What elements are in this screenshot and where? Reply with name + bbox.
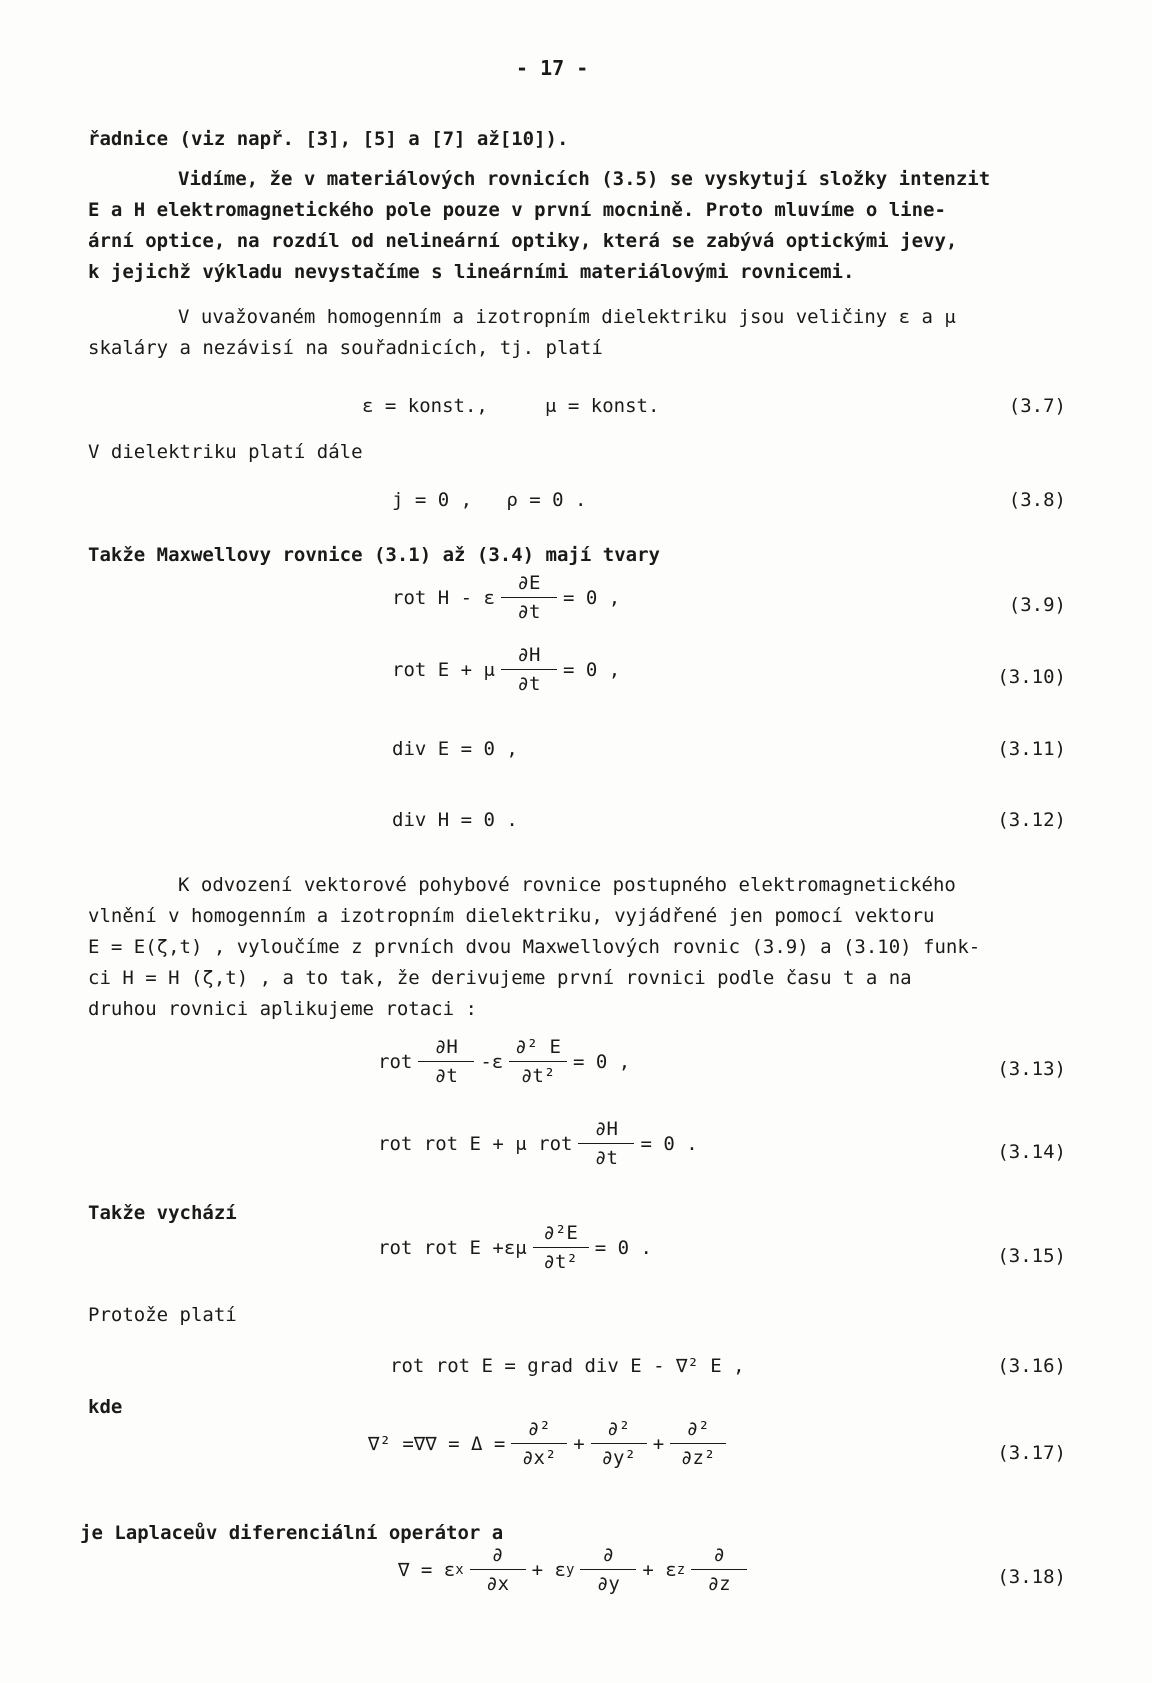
equation-body: ε = konst., μ = konst. bbox=[362, 395, 660, 417]
paragraph-line: E a H elektromagnetického pole pouze v první mocnině. Proto mluvíme o line- bbox=[88, 199, 946, 221]
fraction-numerator: ∂H bbox=[578, 1118, 634, 1144]
equation-tag: (3.17) bbox=[997, 1442, 1066, 1464]
fraction-denominator: ∂x² bbox=[522, 1447, 557, 1469]
fraction-denominator: ∂t bbox=[517, 673, 541, 695]
fraction bbox=[533, 1222, 589, 1273]
fraction-denominator: ∂z² bbox=[681, 1447, 716, 1469]
fraction-denominator: ∂t bbox=[517, 601, 541, 623]
paragraph-line: skaláry a nezávisí na souřadnicích, tj. platí bbox=[88, 337, 603, 359]
equation-3-17 bbox=[368, 1418, 732, 1469]
fraction bbox=[470, 1544, 526, 1595]
fraction-denominator: ∂t² bbox=[543, 1251, 578, 1273]
equation-tag: (3.15) bbox=[997, 1245, 1066, 1267]
equation-operator: -ε bbox=[480, 1050, 504, 1073]
equation-lhs: rot rot E +εμ bbox=[378, 1236, 527, 1259]
equation-3-18 bbox=[398, 1544, 753, 1595]
paragraph-line: E = E(ζ,t) , vyloučíme z prvních dvou Maxwellových rovnic (3.9) a (3.10) funk- bbox=[88, 936, 981, 958]
fraction bbox=[578, 1118, 634, 1169]
paragraph-line: vlnění v homogenním a izotropním dielektriku, vyjádřené jen pomocí vektoru bbox=[88, 905, 935, 927]
equation-rhs: = 0 . bbox=[640, 1132, 698, 1155]
paragraph-derivation bbox=[88, 870, 1078, 1025]
equation-3-11 bbox=[392, 738, 518, 760]
equation-3-15 bbox=[378, 1222, 652, 1273]
paragraph-line: je Laplaceův diferenciální operátor a bbox=[80, 1522, 504, 1544]
fraction-numerator: ∂E bbox=[501, 572, 557, 598]
equation-lhs: rot rot E + μ rot bbox=[378, 1132, 573, 1155]
equation-operator: + ε bbox=[531, 1558, 566, 1581]
fraction-numerator: ∂² bbox=[670, 1418, 726, 1444]
fraction-denominator: ∂t bbox=[595, 1147, 618, 1169]
paragraph-line: V uvažovaném homogenním a izotropním dielektriku jsou veličiny ε a μ bbox=[178, 306, 956, 328]
fraction-denominator: ∂y bbox=[596, 1573, 620, 1595]
equation-tag: (3.10) bbox=[997, 666, 1066, 688]
equation-tag: (3.12) bbox=[997, 809, 1066, 831]
fraction bbox=[670, 1418, 726, 1469]
equation-operator: + bbox=[652, 1432, 665, 1455]
equation-3-9 bbox=[392, 572, 620, 623]
equation-operator: + bbox=[573, 1432, 585, 1455]
fraction-denominator: ∂t bbox=[434, 1065, 458, 1087]
equation-lhs: ∇² =∇∇ = Δ = bbox=[368, 1432, 506, 1455]
equation-3-10 bbox=[392, 644, 620, 695]
fraction-numerator: ∂ bbox=[470, 1544, 526, 1570]
equation-rhs: = 0 , bbox=[562, 658, 621, 681]
paragraph-dielectric-further bbox=[88, 437, 1078, 468]
equation-body: rot rot E = grad div E - ∇² E , bbox=[390, 1355, 745, 1377]
fraction bbox=[580, 1544, 636, 1595]
paragraph-line: K odvození vektorové pohybové rovnice postupného elektromagnetického bbox=[178, 874, 956, 896]
equation-3-14 bbox=[378, 1118, 698, 1169]
page-number: - 17 - bbox=[516, 56, 589, 80]
subscript: y bbox=[565, 1561, 575, 1578]
equation-lhs: rot bbox=[378, 1050, 413, 1073]
equation-tag: (3.11) bbox=[997, 738, 1066, 760]
fraction-numerator: ∂² E bbox=[509, 1036, 567, 1062]
equation-body: div E = 0 , bbox=[392, 738, 518, 760]
subscript: z bbox=[676, 1561, 686, 1578]
paragraph-line: Takže Maxwellovy rovnice (3.1) až (3.4) mají tvary bbox=[88, 544, 660, 566]
equation-tag: (3.16) bbox=[997, 1355, 1066, 1377]
paragraph-since bbox=[88, 1300, 1078, 1331]
equation-tag: (3.7) bbox=[1008, 395, 1066, 417]
paragraph-line: kde bbox=[88, 1396, 123, 1418]
equation-body: j = 0 , ρ = 0 . bbox=[392, 489, 587, 511]
equation-tag: (3.14) bbox=[997, 1141, 1066, 1163]
equation-rhs: = 0 , bbox=[572, 1050, 631, 1073]
equation-tag: (3.18) bbox=[997, 1566, 1066, 1588]
equation-operator: + ε bbox=[642, 1558, 677, 1581]
equation-tag: (3.13) bbox=[997, 1058, 1066, 1080]
paragraph-line: řadnice (viz např. [3], [5] a [7] až[10]). bbox=[88, 128, 569, 150]
paragraph-linear-optics bbox=[88, 164, 1078, 288]
fraction-numerator: ∂H bbox=[501, 644, 557, 670]
equation-3-13 bbox=[378, 1036, 630, 1087]
paragraph-line: Vidíme, že v materiálových rovnicích (3.5) se vyskytují složky intenzit bbox=[178, 168, 991, 190]
fraction bbox=[509, 1036, 567, 1087]
fraction-numerator: ∂H bbox=[418, 1036, 474, 1062]
fraction bbox=[591, 1418, 647, 1469]
fraction bbox=[418, 1036, 474, 1087]
paragraph-dielectric bbox=[88, 302, 1078, 364]
equation-3-7 bbox=[362, 395, 659, 417]
fraction bbox=[511, 1418, 567, 1469]
fraction-denominator: ∂y² bbox=[601, 1447, 636, 1469]
fraction bbox=[501, 572, 557, 623]
equation-3-8 bbox=[392, 489, 586, 511]
fraction-denominator: ∂t² bbox=[520, 1065, 556, 1087]
paragraph-line: ární optice, na rozdíl od nelineární optiky, která se zabývá optickými jevy, bbox=[88, 230, 958, 252]
equation-3-12 bbox=[392, 809, 518, 831]
fraction-numerator: ∂² bbox=[591, 1418, 647, 1444]
equation-lhs: ∇ = ε bbox=[398, 1558, 456, 1581]
paragraph-line: druhou rovnici aplikujeme rotaci : bbox=[88, 998, 477, 1020]
fraction-numerator: ∂²E bbox=[533, 1222, 589, 1248]
equation-body: div H = 0 . bbox=[392, 809, 518, 831]
fraction-numerator: ∂² bbox=[511, 1418, 567, 1444]
equation-lhs: rot H - ε bbox=[392, 586, 495, 609]
fraction-numerator: ∂ bbox=[691, 1544, 747, 1570]
equation-lhs: rot E + μ bbox=[392, 658, 495, 681]
fraction bbox=[501, 644, 557, 695]
equation-rhs: = 0 . bbox=[594, 1236, 652, 1259]
paragraph-line: ci H = H (ζ,t) , a to tak, že derivujeme první rovnici podle času t a na bbox=[88, 967, 912, 989]
equation-tag: (3.8) bbox=[1008, 489, 1066, 511]
fraction bbox=[691, 1544, 747, 1595]
subscript: x bbox=[455, 1561, 464, 1578]
paragraph-continuation bbox=[88, 124, 1078, 155]
equation-rhs: = 0 , bbox=[562, 586, 621, 609]
equation-3-16 bbox=[390, 1355, 745, 1377]
paragraph-line: Protože platí bbox=[88, 1304, 237, 1326]
fraction-numerator: ∂ bbox=[580, 1544, 636, 1570]
paragraph-line: Takže vychází bbox=[88, 1202, 237, 1224]
paragraph-line: V dielektriku platí dále bbox=[88, 441, 363, 463]
paragraph-maxwell bbox=[88, 540, 1078, 571]
fraction-denominator: ∂z bbox=[707, 1573, 731, 1595]
fraction-denominator: ∂x bbox=[486, 1573, 510, 1595]
paragraph-line: k jejichž výkladu nevystačíme s lineárními materiálovými rovnicemi. bbox=[88, 261, 855, 283]
equation-tag: (3.9) bbox=[1008, 594, 1066, 616]
